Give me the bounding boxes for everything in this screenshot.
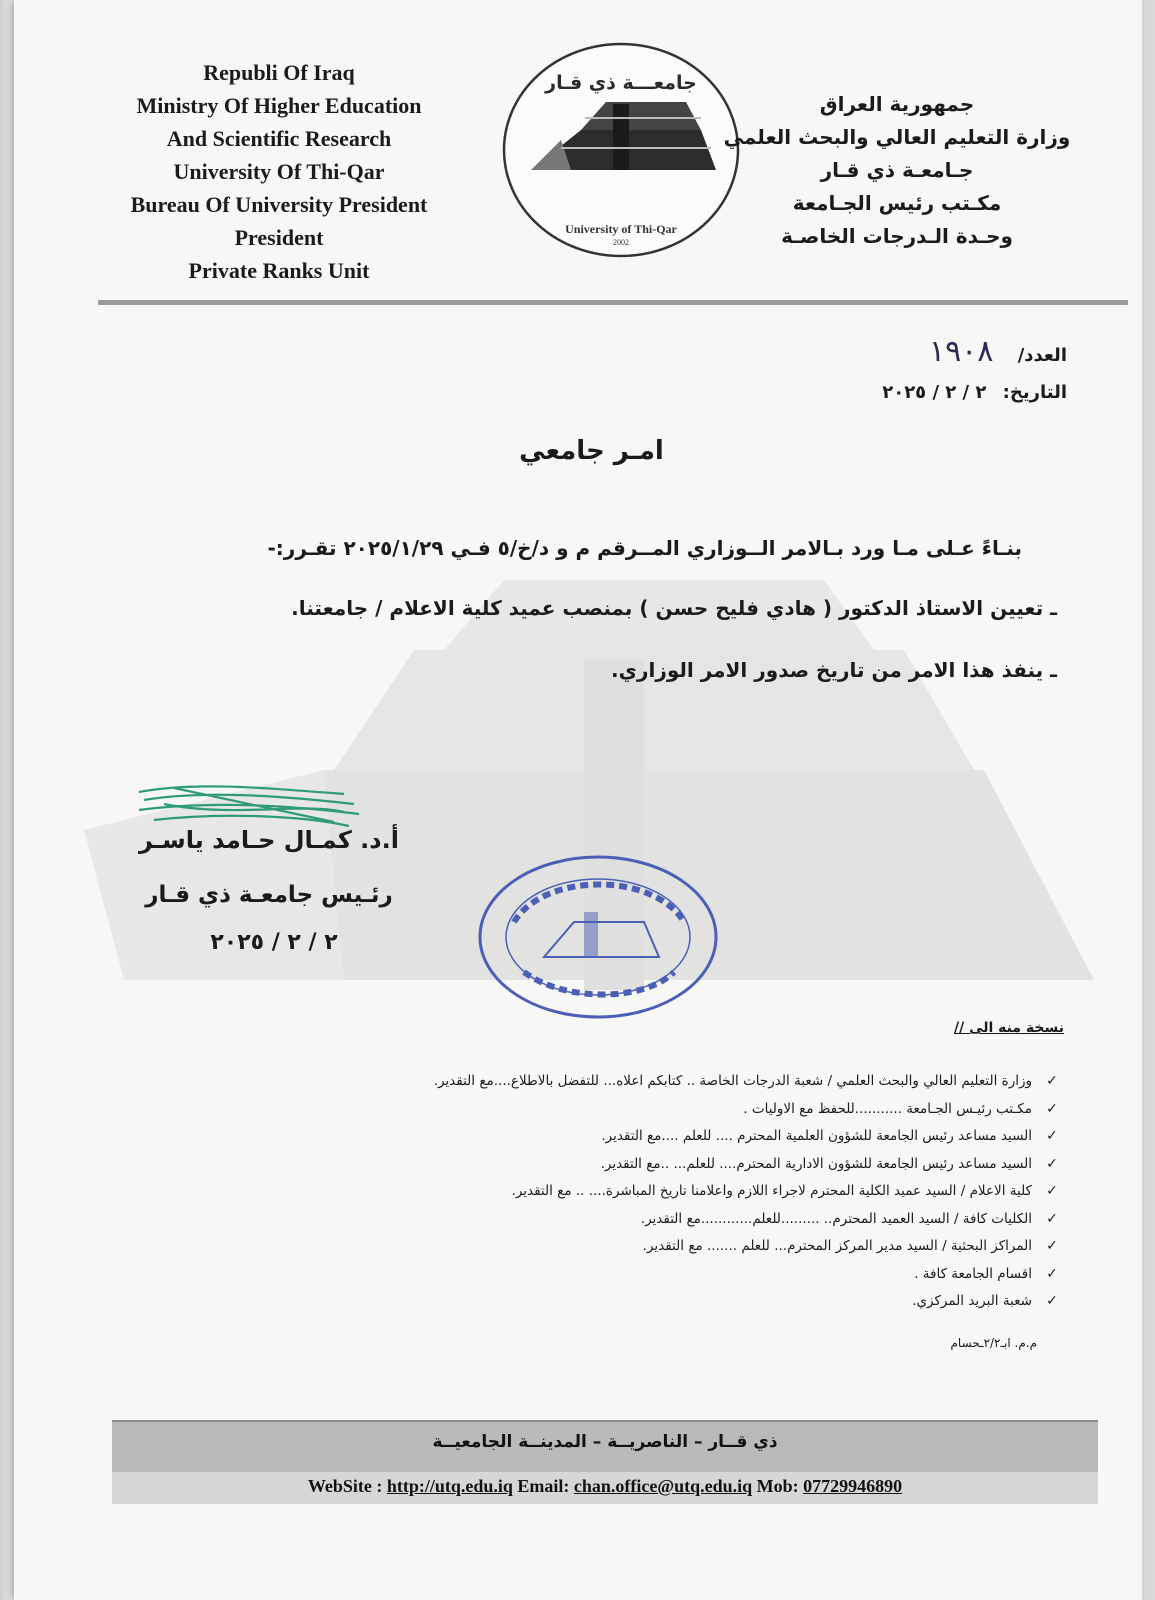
signatory-name: أ.د. كمـال حـامد ياسـر	[139, 826, 399, 854]
reference-number	[929, 334, 1067, 369]
reference-date-value: ٢ / ٢ / ٢٠٢٥	[882, 382, 987, 403]
header-english	[74, 56, 484, 287]
header-en-line: University Of Thi-Qar	[173, 159, 385, 184]
header-ar-line: جمهورية العراق	[819, 92, 975, 116]
list-item: ✓الكليات كافة / السيد العميد المحترم.. .........للعلم............مع التقدير.	[204, 1206, 1064, 1234]
header-en-line: And Scientific Research	[166, 126, 392, 151]
checkmark-icon: ✓	[1046, 1265, 1058, 1282]
email-label: Email:	[517, 1476, 570, 1496]
checkmark-icon: ✓	[1046, 1293, 1058, 1309]
checkmark-icon: ✓	[1046, 1183, 1058, 1199]
signature-date: ٢ / ٢ / ٢٠٢٥	[210, 930, 338, 955]
body-line: ـ تعيين الاستاذ الدكتور ( هادي فليح حسن ) بمنصب عميد كلية الاعلام / جامعتنا.	[291, 596, 1057, 620]
official-stamp-icon	[474, 852, 722, 1022]
handwritten-signature	[134, 782, 364, 832]
list-item: ✓السيد مساعد رئيس الجامعة للشؤون الادارية المحترم.... للعلم... ..مع التقدير.	[204, 1151, 1064, 1179]
header-en-line: Republi Of Iraq	[203, 60, 355, 85]
checkmark-icon: ✓	[1046, 1238, 1058, 1254]
checkmark-icon: ✓	[1046, 1155, 1058, 1172]
header-divider	[98, 300, 1128, 305]
header-ar-line: وحـدة الـدرجات الخاصـة	[781, 224, 1013, 248]
header-en-line: Private Ranks Unit	[188, 258, 370, 283]
header-ar-line: وزارة التعليم العالي والبحث العلمي	[723, 125, 1071, 149]
website-label: WebSite :	[307, 1476, 383, 1496]
document-title: امـر جامعي	[519, 436, 664, 466]
signatory-title: رئـيس جامعـة ذي قـار	[145, 882, 393, 908]
list-item: ✓اقسام الجامعة كافة .	[204, 1261, 1064, 1289]
document-page	[14, 0, 1142, 1600]
page-edge	[0, 0, 14, 1600]
page-footer	[112, 1420, 1098, 1504]
list-item: ✓وزارة التعليم العالي والبحث العلمي / شعبة الدرجات الخاصة .. كتابكم اعلاه... للتفضل بالاطلاع....مع التقدير.	[204, 1068, 1064, 1096]
list-item: ✓السيد مساعد رئيس الجامعة للشؤون العلمية المحترم .... للعلم ....مع التقدير.	[204, 1123, 1064, 1151]
logo-arabic-title: جامعـــة ذي قـار	[545, 72, 697, 94]
mobile-label: Mob:	[756, 1476, 799, 1496]
list-item: ✓كلية الاعلام / السيد عميد الكلية المحترم لاجراء اللازم واعلامنا تاريخ المباشرة.... .. مع التقدير.	[204, 1178, 1064, 1206]
copies-heading: نسخة منه الى //	[953, 1020, 1064, 1036]
footer-contact	[112, 1476, 1098, 1497]
list-item: ✓مكـتب رئيـس الجـامعة ...........للحفظ مع الاوليات .	[204, 1096, 1064, 1124]
footer-address: ذي قــار – الناصريــة – المدينــة الجامعيــة	[432, 1432, 778, 1452]
header-en-line: Ministry Of Higher Education	[136, 93, 422, 118]
reference-date-label: التاريخ:	[1002, 382, 1067, 403]
body-line: ـ ينفذ هذا الامر من تاريخ صدور الامر الوزاري.	[611, 658, 1057, 682]
website-link[interactable]: http://utq.edu.iq	[386, 1476, 513, 1496]
header-arabic	[687, 88, 1107, 253]
checkmark-icon: ✓	[1046, 1100, 1058, 1117]
checkmark-icon: ✓	[1046, 1128, 1058, 1144]
logo-year: 2002	[613, 238, 629, 247]
header-en-line: Bureau Of University President	[130, 192, 428, 217]
reference-number-value: ١٩٠٨	[928, 334, 994, 369]
header-ar-line: مكـتب رئيس الجـامعة	[792, 191, 1002, 215]
checkmark-icon: ✓	[1046, 1073, 1058, 1089]
list-item: ✓المراكز البحثية / السيد مدير المركز المحترم... للعلم ....... مع التقدير.	[204, 1233, 1064, 1261]
checkmark-icon: ✓	[1046, 1210, 1058, 1227]
email-link[interactable]: chan.office@utq.edu.iq	[573, 1476, 753, 1496]
logo-english-title: University of Thi-Qar	[565, 222, 677, 236]
list-item: ✓شعبة البريد المركزي.	[204, 1288, 1064, 1316]
body-line: بنـاءً عـلى مـا ورد بـالامر الــوزاري المــرقم م و د/خ/٥ فـي ٢٠٢٥/١/٢٩ تقـرر:-	[267, 536, 1022, 560]
header-ar-line: جـامعـة ذي قـار	[820, 158, 974, 182]
copies-list	[204, 1068, 1064, 1316]
reference-date	[882, 382, 1067, 403]
mobile-number: 07729946890	[803, 1476, 903, 1496]
header-en-line: President	[234, 225, 324, 250]
reference-number-label: العدد/	[1017, 345, 1067, 366]
preparer-initials: م.م. ابـ٢/٢ـحسام	[950, 1336, 1037, 1350]
